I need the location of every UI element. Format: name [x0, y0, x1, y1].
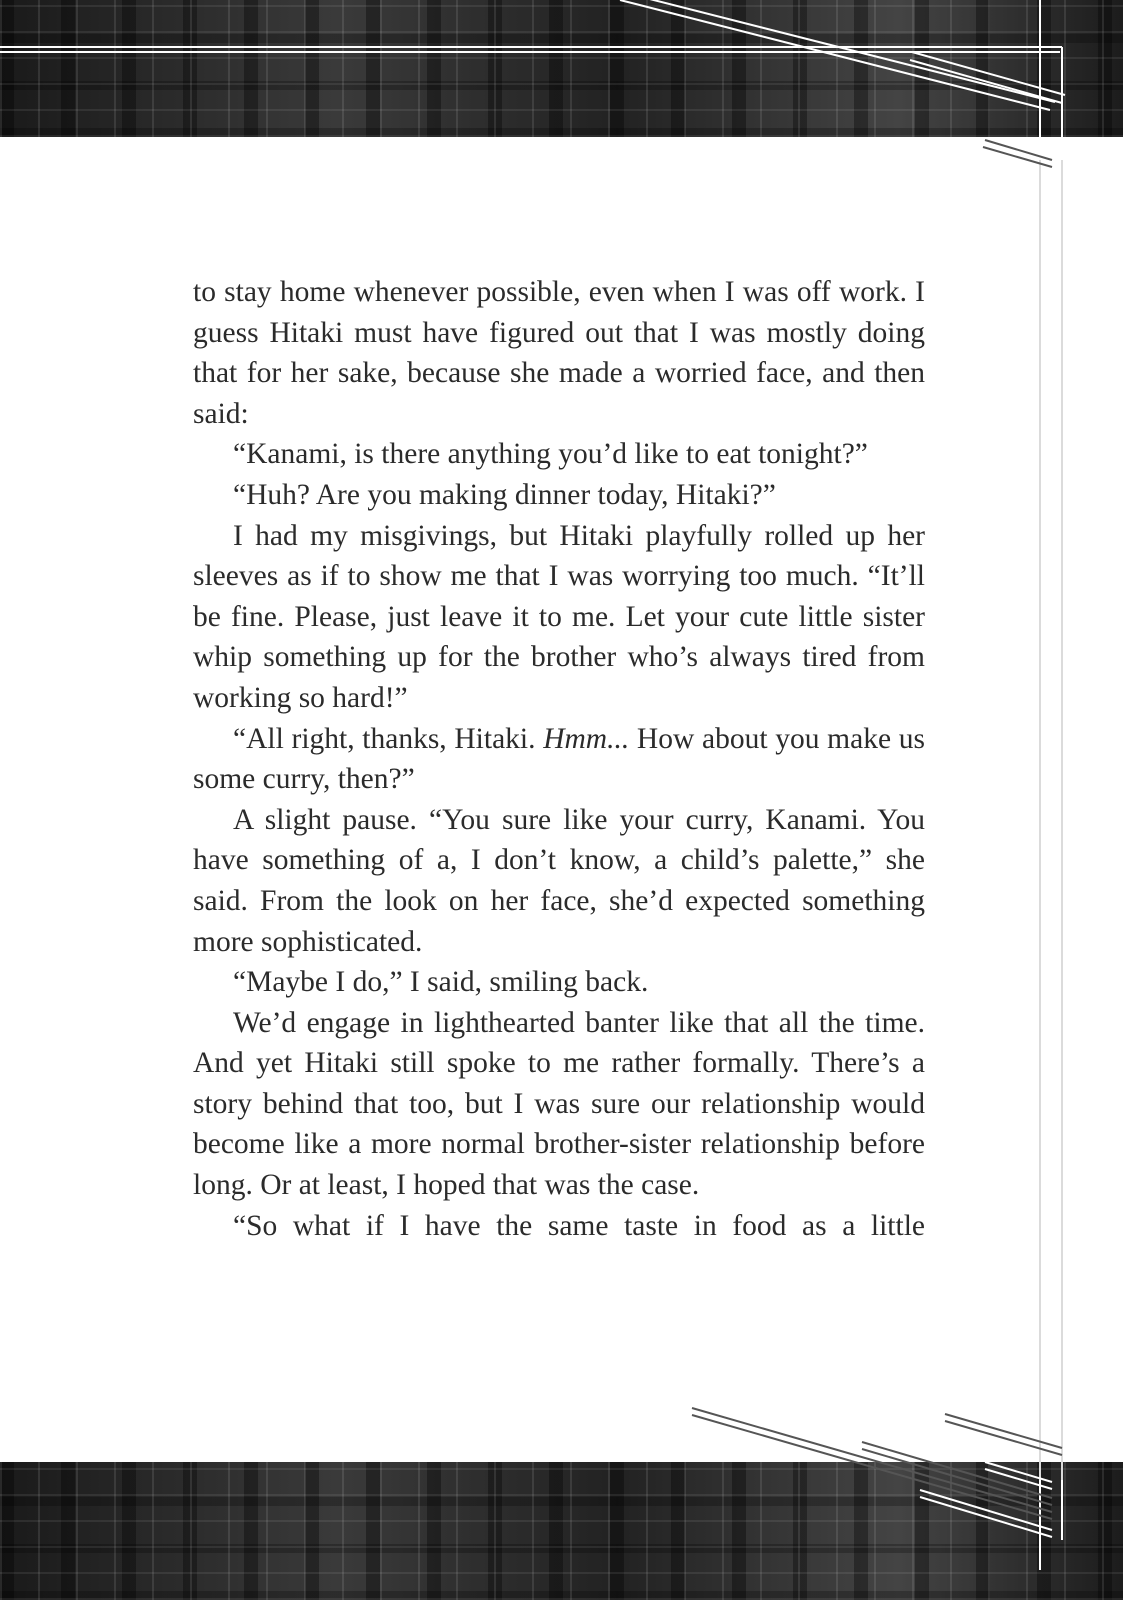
paragraph — [193, 719, 925, 800]
paragraph-text: How about you make us some curry, then?” — [193, 722, 925, 796]
paragraph: to stay home whenever possible, even when I was off work. I guess Hitaki must have figured out that I was mostly doing that for her sake, because she made a worried face, and then said: — [193, 276, 925, 430]
paragraph: “Kanami, is there anything you’d like to eat tonight?” — [233, 438, 868, 471]
paragraph: “So what if I have the same taste in food as a little — [233, 1209, 925, 1242]
novel-page-text — [193, 272, 925, 1246]
paragraph: A slight pause. “You sure like your curry, Kanami. You have something of a, I don’t know, a child’s palette,” she said. From the look on her face, she’d expected something more sophisticated. — [193, 803, 925, 958]
paragraph: I had my misgivings, but Hitaki playfully rolled up her sleeves as if to show me that I was worrying too much. “It’ll be fine. Please, just leave it to me. Let your cute little sister whip something up for the brother who’s always tired from working so hard!” — [193, 519, 925, 714]
paragraph: “Maybe I do,” I said, smiling back. — [233, 966, 649, 999]
paragraph: We’d engage in lighthearted banter like that all the time. And yet Hitaki still spoke to me rather formally. There’s a story behind that too, but I was sure our relationship would become like a more normal brother-sister relationship before long. Or at least, I hoped that was the case. — [193, 1006, 925, 1202]
paragraph-text: “All right, thanks, Hitaki. — [233, 722, 544, 755]
footer-decorative-band — [0, 1462, 1123, 1600]
italic-text: Hmm... — [543, 722, 630, 755]
header-decorative-band — [0, 0, 1123, 137]
paragraph: “Huh? Are you making dinner today, Hitaki?” — [233, 478, 776, 511]
